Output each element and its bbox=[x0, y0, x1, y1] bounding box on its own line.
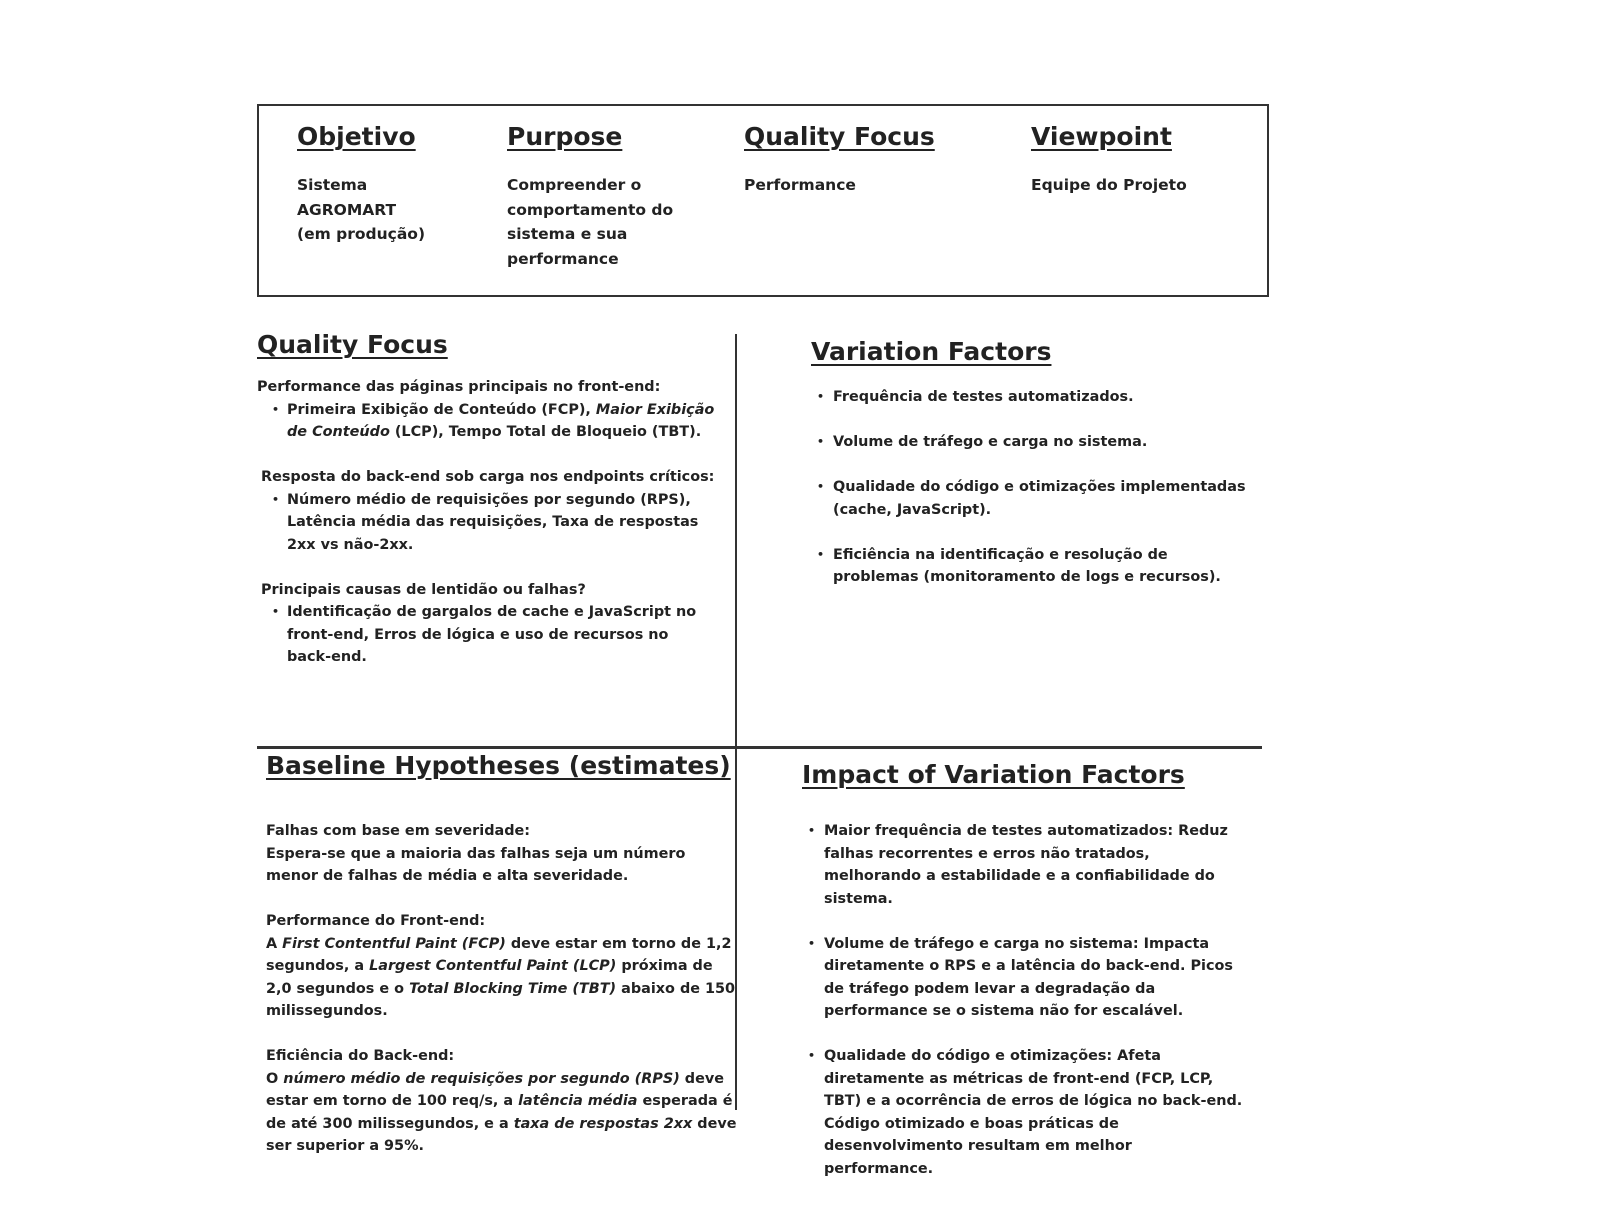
list-item: • Número médio de requisições por segundo (RPS), Latência média das requisições, Taxa de respostas 2xx vs não-2xx. bbox=[257, 489, 714, 557]
variation-factors-title: Variation Factors bbox=[811, 337, 1052, 366]
qf-group-heading: Performance das páginas principais no front-end: bbox=[257, 379, 661, 395]
list-item: • Frequência de testes automatizados. bbox=[811, 386, 1246, 409]
quality-focus-header-text: Performance bbox=[744, 176, 856, 194]
purpose-text: Compreender o comportamento do sistema e sua performance bbox=[507, 176, 674, 268]
list-item: • Eficiência na identificação e resolução de problemas (monitoramento de logs e recursos). bbox=[811, 544, 1246, 589]
variation-factors-list bbox=[811, 386, 1246, 589]
purpose-title: Purpose bbox=[507, 122, 623, 151]
list-item: • Volume de tráfego e carga no sistema: Impacta diretamente o RPS e a latência do back-end. Picos de tráfego podem levar a degradação da performance se o sistema não for escalável. bbox=[802, 933, 1242, 1023]
baseline-content: Falhas com base em severidade: Espera-se que a maioria das falhas seja um número menor de falhas de média e alta severidade. Performance do Front-end: A First Contentful Paint (FCP) deve estar em torno de 1,2 segundos, a Largest Contentful Paint (LCP) próxima de 2,0 segundos e o Total Blocking Time (TBT) abaixo de 150 milissegundos. Eficiência do Back-end: O número médio de requisições por segundo (RPS) deve estar em torno de 100 req/s, a latência média esperada é de até 300 milissegundos, e a taxa de respostas 2xx deve ser superior a 95%. bbox=[266, 820, 737, 1158]
viewpoint-text: Equipe do Projeto bbox=[1031, 176, 1187, 194]
viewpoint-title: Viewpoint bbox=[1031, 122, 1172, 151]
objetivo-title: Objetivo bbox=[297, 122, 416, 151]
objetivo-column bbox=[297, 122, 425, 247]
baseline-heading: Eficiência do Back-end: bbox=[266, 1048, 455, 1064]
list-item: • Volume de tráfego e carga no sistema. bbox=[811, 431, 1246, 454]
qf-group-heading: Resposta do back-end sob carga nos endpoints críticos: bbox=[261, 469, 715, 485]
quality-focus-column bbox=[744, 122, 935, 198]
baseline-heading: Falhas com base em severidade: bbox=[266, 823, 531, 839]
list-item: • Primeira Exibição de Conteúdo (FCP), Maior Exibição de Conteúdo (LCP), Tempo Total de Bloqueio (TBT). bbox=[257, 399, 714, 444]
baseline-heading: Performance do Front-end: bbox=[266, 913, 486, 929]
list-item: • Qualidade do código e otimizações implementadas (cache, JavaScript). bbox=[811, 476, 1246, 521]
list-item: • Maior frequência de testes automatizados: Reduz falhas recorrentes e erros não tratados, melhorando a estabilidade e a confiabilidade do sistema. bbox=[802, 820, 1242, 910]
baseline-hypotheses-title: Baseline Hypotheses (estimates) bbox=[266, 751, 731, 780]
quality-focus-title: Quality Focus bbox=[257, 330, 448, 359]
objetivo-text: Sistema AGROMART (em produção) bbox=[297, 176, 426, 243]
quality-focus-content bbox=[257, 376, 714, 669]
list-item: • Qualidade do código e otimizações: Afeta diretamente as métricas de front-end (FCP, LCP, TBT) e a ocorrência de erros de lógica no back-end. Código otimizado e boas práticas de desenvolvimento resultam em melhor performance. bbox=[802, 1045, 1242, 1180]
viewpoint-column bbox=[1031, 122, 1187, 198]
impact-title: Impact of Variation Factors bbox=[802, 760, 1185, 789]
quality-focus-header-title: Quality Focus bbox=[744, 122, 935, 151]
list-item: • Identificação de gargalos de cache e JavaScript no front-end, Erros de lógica e uso de recursos no back-end. bbox=[257, 601, 714, 669]
impact-list bbox=[802, 820, 1242, 1180]
gqm-header-box bbox=[257, 104, 1269, 297]
horizontal-divider bbox=[257, 746, 1262, 749]
qf-group-heading: Principais causas de lentidão ou falhas? bbox=[261, 581, 586, 598]
purpose-column bbox=[507, 122, 673, 271]
